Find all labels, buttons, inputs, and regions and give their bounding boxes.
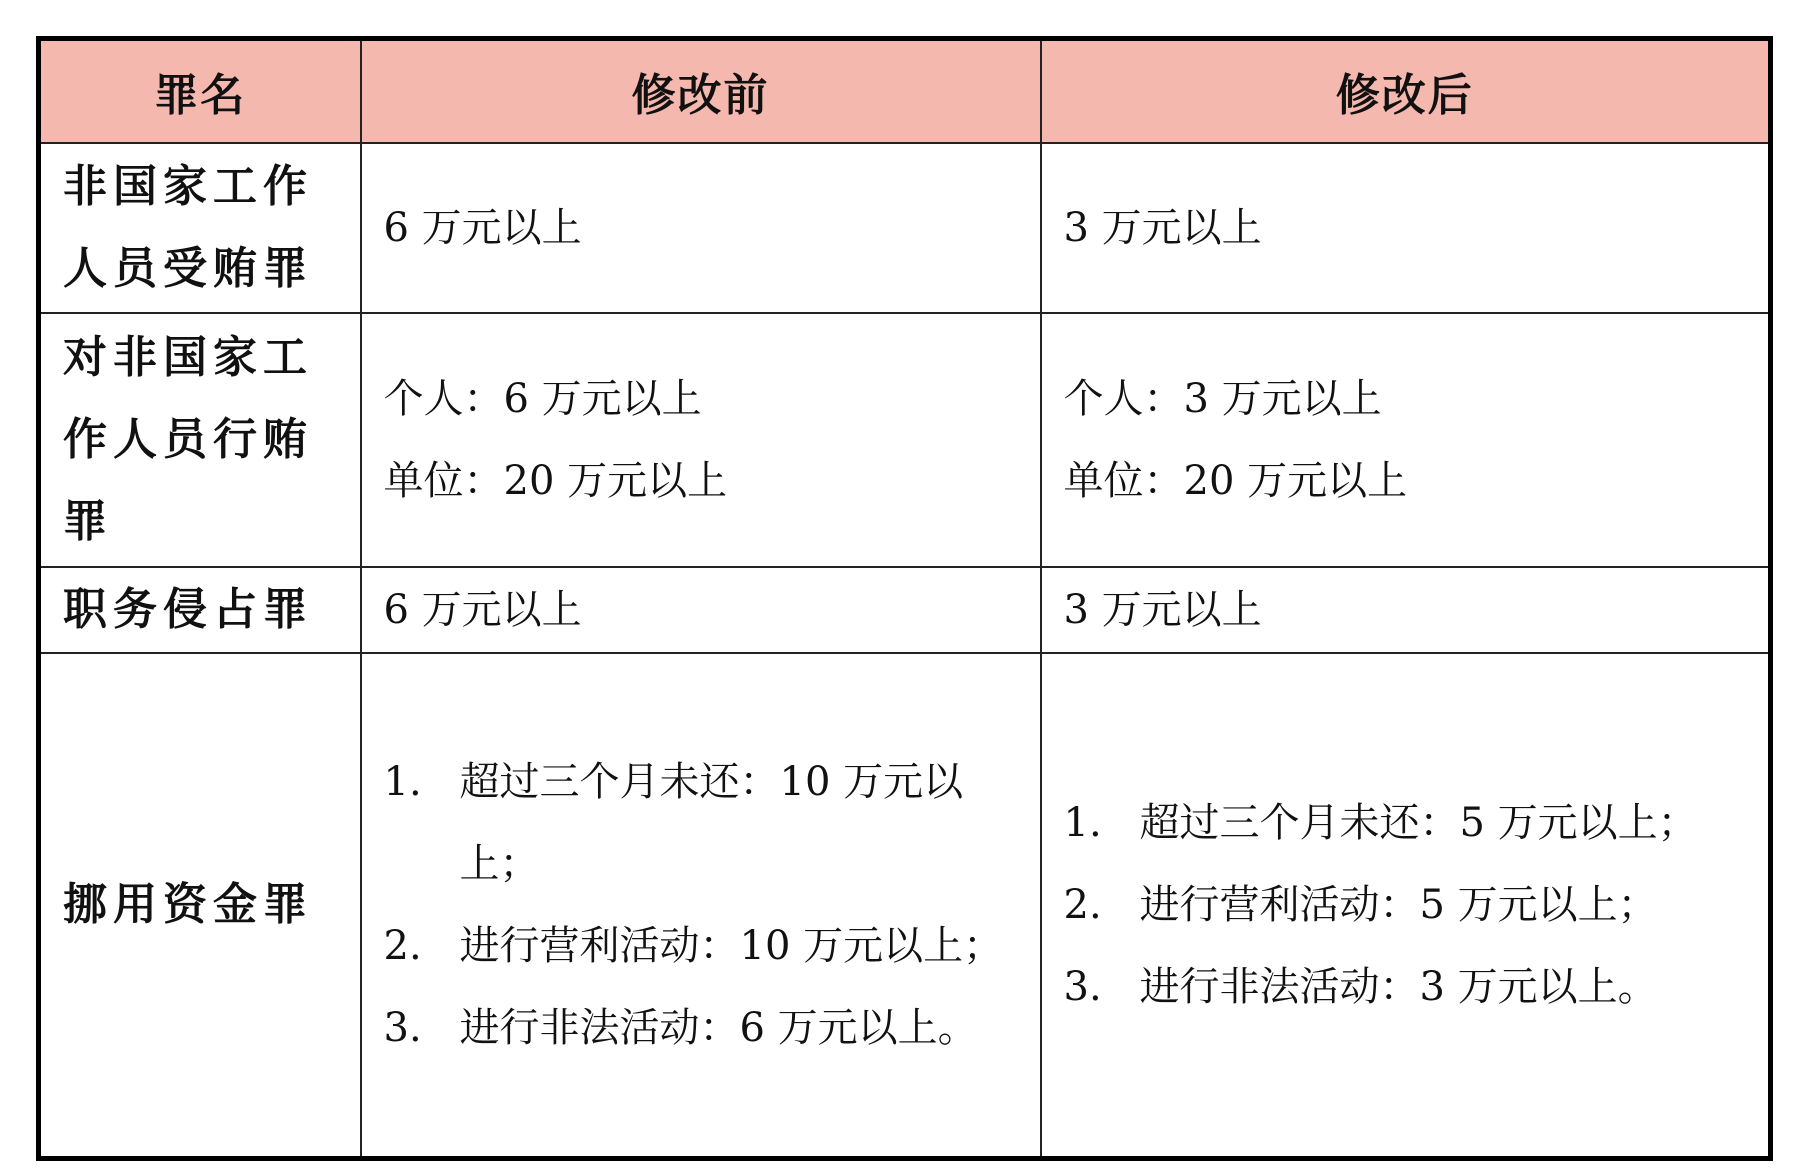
- list-item-text: 进行营利活动：5 万元以上；: [1139, 881, 1658, 928]
- list-item: [384, 741, 1024, 905]
- crime-name-line: 作人员行贿: [63, 413, 313, 465]
- list-item: [384, 987, 1024, 1069]
- crime-name-line: 挪用资金罪: [63, 878, 313, 930]
- after-value-cell: [1041, 653, 1771, 1159]
- list-item-text: 进行非法活动：6 万元以上。: [459, 1004, 978, 1051]
- after-value-cell: [1041, 313, 1771, 567]
- header-after: 修改后: [1041, 39, 1771, 143]
- list-item-text: 进行营利活动：10 万元以上；: [459, 922, 1004, 969]
- before-value: 个人：6 万元以上: [383, 375, 702, 422]
- after-value-cell: [1041, 143, 1771, 313]
- list-item-text: 超过三个月未还：5 万元以上；: [1139, 799, 1698, 846]
- table-row: [39, 567, 1771, 653]
- list-item-number: 2.: [1063, 881, 1102, 928]
- before-value-cell: [361, 567, 1041, 653]
- list-item: [1064, 864, 1753, 946]
- crime-name-line: 职务侵占罪: [63, 583, 313, 635]
- after-numbered-list: [1064, 782, 1753, 1028]
- before-value: 6 万元以上: [383, 586, 582, 633]
- table-row: [39, 313, 1771, 567]
- crime-comparison-table: [36, 36, 1773, 1161]
- crime-name-cell: [39, 313, 361, 567]
- list-item-number: 3.: [383, 1004, 422, 1051]
- list-item: [384, 905, 1024, 987]
- crime-name-line: 对非国家工: [63, 331, 313, 383]
- list-item: [1064, 946, 1753, 1028]
- list-item-number: 1.: [383, 758, 422, 805]
- crime-name-cell: [39, 653, 361, 1159]
- after-value: 3 万元以上: [1063, 204, 1262, 251]
- header-before: 修改前: [361, 39, 1041, 143]
- before-value: 单位：20 万元以上: [383, 457, 728, 504]
- before-value-cell: [361, 143, 1041, 313]
- table-header-row: [39, 39, 1771, 143]
- crime-name-cell: [39, 567, 361, 653]
- crime-name-line: 非国家工作: [63, 160, 313, 212]
- crime-name-line: 人员受贿罪: [63, 242, 313, 294]
- list-item-number: 2.: [383, 922, 422, 969]
- before-value-cell: [361, 653, 1041, 1159]
- after-value-cell: [1041, 567, 1771, 653]
- list-item-text: 超过三个月未还：10 万元以上；: [459, 758, 964, 887]
- list-item-text: 进行非法活动：3 万元以上。: [1139, 963, 1658, 1010]
- list-item-number: 3.: [1063, 963, 1102, 1010]
- table-row: [39, 143, 1771, 313]
- after-value: 单位：20 万元以上: [1063, 457, 1408, 504]
- after-value: 个人：3 万元以上: [1063, 375, 1382, 422]
- before-numbered-list: [384, 741, 1024, 1069]
- header-crime-name: 罪名: [39, 39, 361, 143]
- after-value: 3 万元以上: [1063, 586, 1262, 633]
- table-row: [39, 653, 1771, 1159]
- list-item-number: 1.: [1063, 799, 1102, 846]
- before-value: 6 万元以上: [383, 204, 582, 251]
- crime-name-cell: [39, 143, 361, 313]
- list-item: [1064, 782, 1753, 864]
- before-value-cell: [361, 313, 1041, 567]
- crime-name-line: 罪: [63, 495, 113, 547]
